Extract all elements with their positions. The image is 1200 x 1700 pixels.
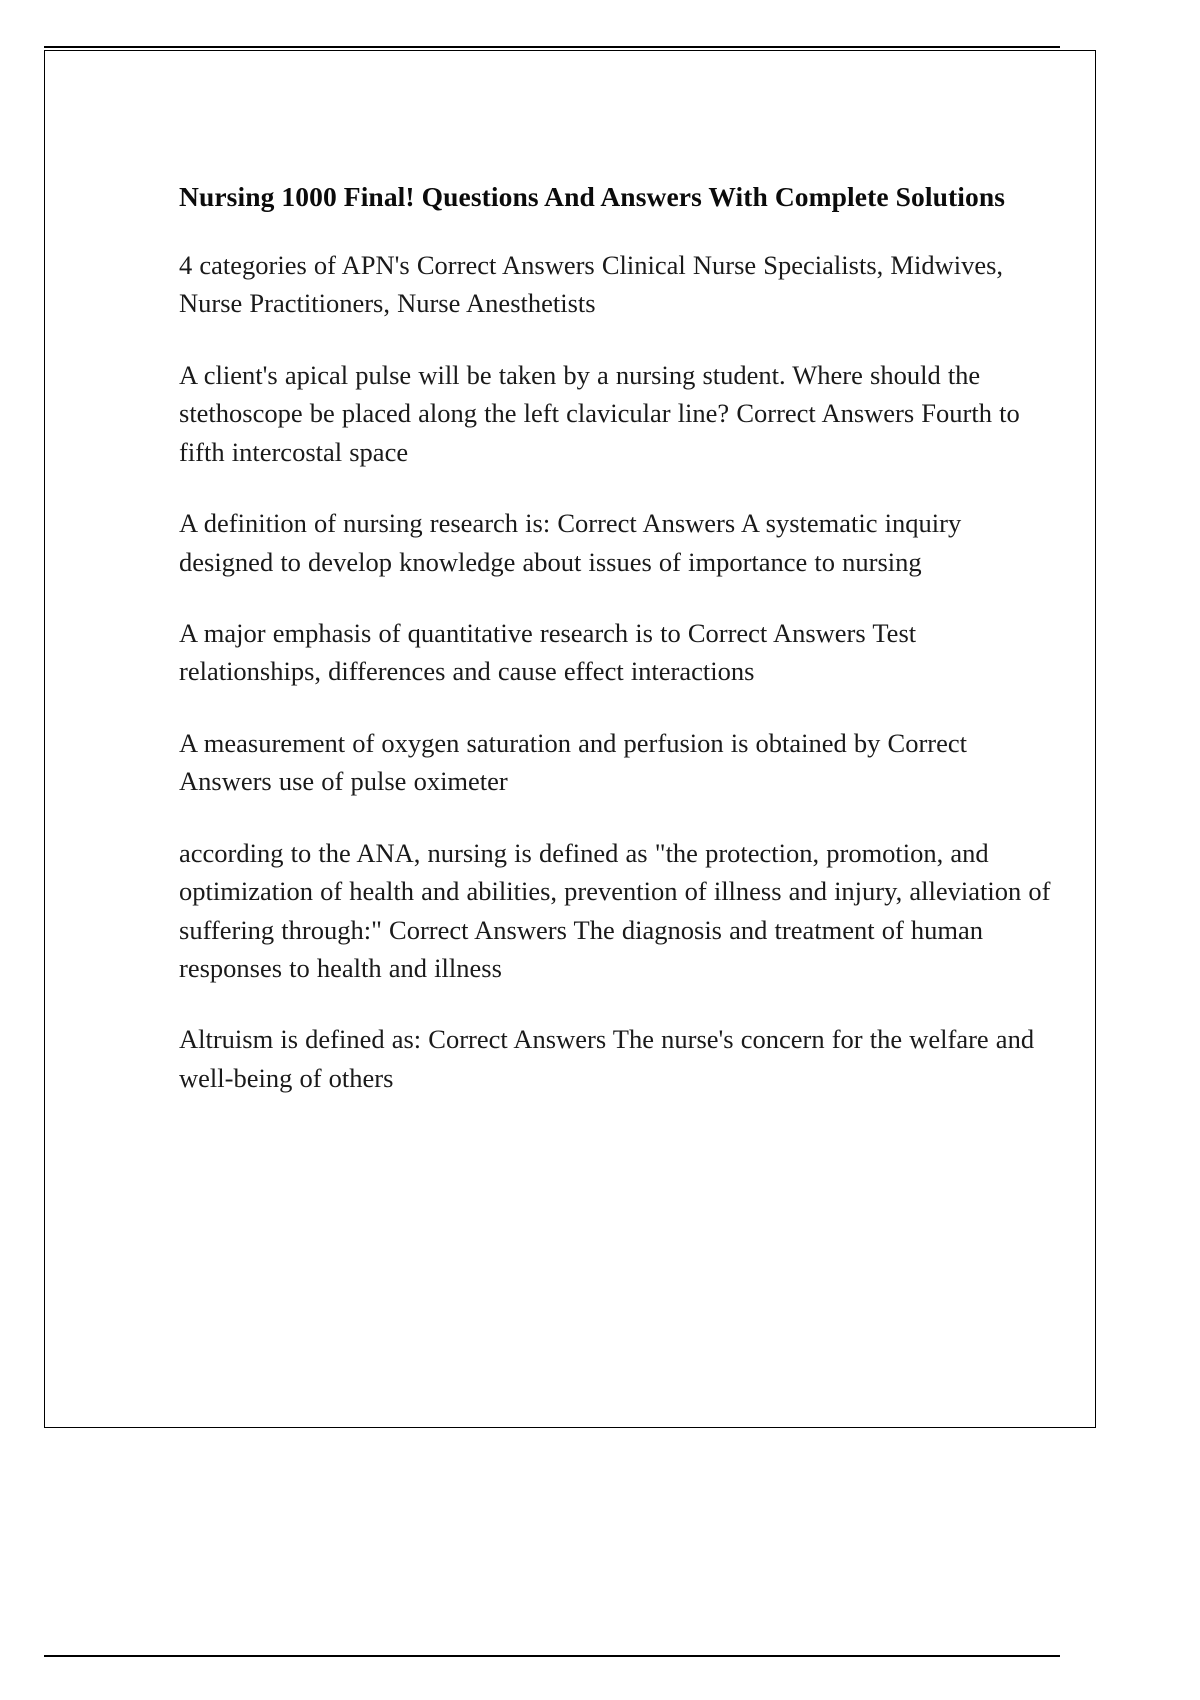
qa-block-oxygen-saturation-measurement: A measurement of oxygen saturation and perfusion is obtained by Correct Answers use of pulse oximeter: [179, 727, 968, 797]
document-content: [179, 177, 1051, 1097]
top-horizontal-rule: [44, 46, 1060, 48]
qa-block-altruism-definition: Altruism is defined as: Correct Answers The nurse's concern for the welfare and well-being of others: [179, 1024, 1035, 1093]
qa-block-apn-categories: 4 categories of APN's Correct Answers Clinical Nurse Specialists, Midwives, Nurse Practitioners, Nurse Anesthetists: [179, 250, 1004, 319]
page-title: Nursing 1000 Final! Questions And Answers With Complete Solutions: [179, 181, 1006, 212]
qa-block-quantitative-research-emphasis: A major emphasis of quantitative research is to Correct Answers Test relationships, differences and cause effect interactions: [179, 618, 917, 687]
bottom-horizontal-rule: [44, 1655, 1060, 1657]
qa-block-ana-nursing-definition: according to the ANA, nursing is defined as "the protection, promotion, and optimization of health and abilities, prevention of illness and injury, alleviation of suffering through:" Correct Answers The diagnosis and treatment of human responses to health and illness: [179, 837, 1051, 983]
qa-block-apical-pulse: A client's apical pulse will be taken by a nursing student. Where should the stethoscope be placed along the left clavicular line? Correct Answers Fourth to fifth intercostal space: [179, 359, 1020, 467]
page-border-frame: [44, 50, 1096, 1428]
qa-block-nursing-research-definition: A definition of nursing research is: Correct Answers A systematic inquiry designed to develop knowledge about issues of importance to nursing: [179, 508, 962, 577]
